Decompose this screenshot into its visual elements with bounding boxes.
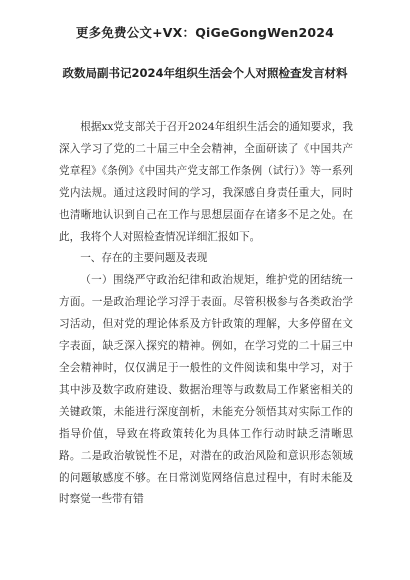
- document-body: [59, 117, 353, 511]
- section-heading: 一、存在的主要问题及表现: [80, 252, 208, 265]
- header-banner: 更多免费公文+VX：QiGeGongWen2024: [75, 25, 335, 40]
- intro-paragraph: 根据xx党支部关于召开2024年组织生活会的通知要求，我深入学习了党的二十届三中全会精神，全面研读了《中国共产党章程》《条例》《中国共产党支部工作条例（试行）》等一系列党内法规。通过这段时间的学习，我深感自身责任重大，同时也清晰地认识到自己在工作与思想层面存在诸多不足之处。在此，我将个人对照检查情况详细汇报如下。: [59, 121, 353, 243]
- body-paragraph: （一）围绕严守政治纪律和政治规矩，维护党的团结统一方面。一是政治理论学习浮于表面。尽管积极参与各类政治学习活动，但对党的理论体系及方针政策的理解，大多停留在文字表面，缺乏深入探究的精神。例如，在学习党的二十届三中全会精神时，仅仅满足于一般性的文件阅读和集中学习，对于其中涉及数字政府建设、数据治理等与政数局工作紧密相关的关键政策，未能进行深度剖析，未能充分领悟其对实际工作的指导价值，导致在将政策转化为具体工作行动时缺乏清晰思路。二是政治敏锐性不足，对潜在的政治风险和意识形态领域的问题敏感度不够。在日常浏览网络信息过程中，有时未能及时察觉一些带有错: [59, 274, 353, 506]
- document-title: 政数局副书记2024年组织生活会个人对照检查发言材料: [62, 66, 348, 80]
